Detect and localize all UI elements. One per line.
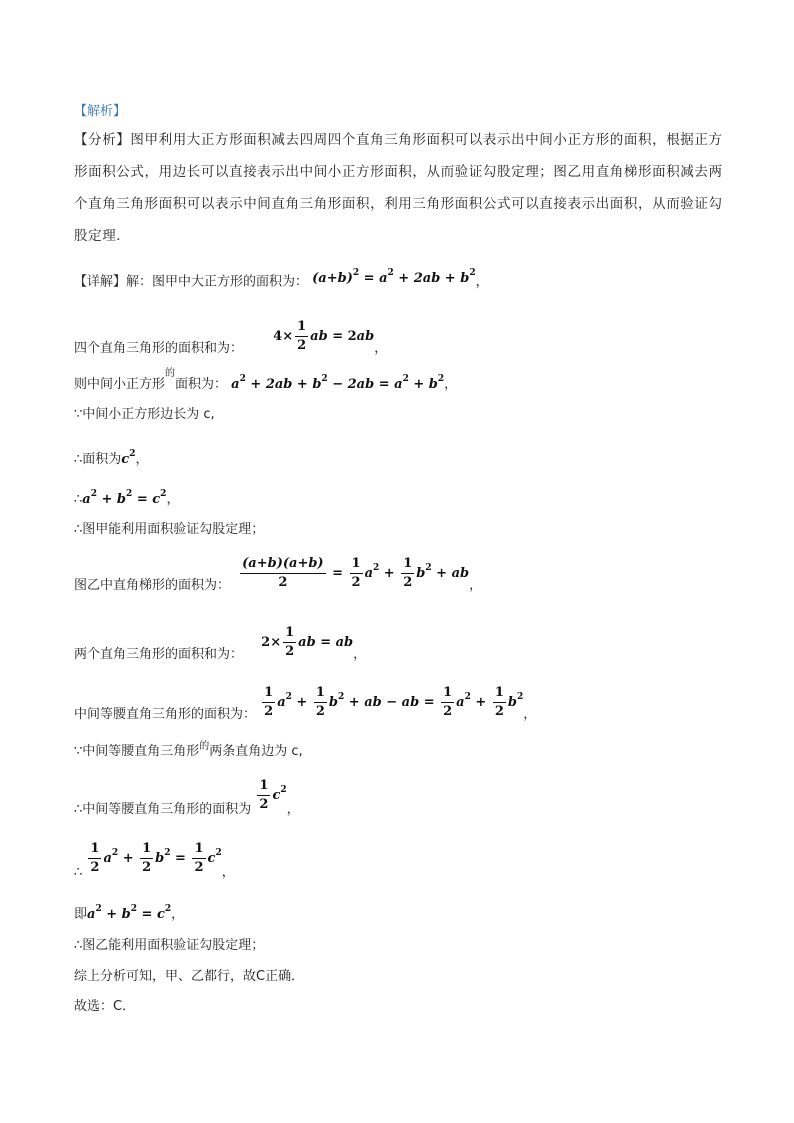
detail-line-15: ∴图乙能利用面积验证勾股定理； (74, 938, 265, 953)
analysis-paragraph: 【分析】图甲利用大正方形面积减去四周四个直角三角形面积可以表示出中间小正方形的面积，根据正方形面积公式，用边长可以直接表示出中间小正方形面积，从而验证勾股定理；图乙用直角梯形面积减去两个直角三角形面积可以表示中间直角三角形面积，利用三角形面积公式可以直接表示出面积，从而验证勾股定理． (74, 132, 723, 244)
detail-line-12: ∴中间等腰直角三角形的面积为 $\frac{1}{2}$ $c^2$， (74, 778, 300, 817)
formula-half-c-squared: $\frac{1}{2}$ $c^2$ (259, 778, 287, 812)
formula-pythagoras-2: $a^2 + b^2 = c^2$ (87, 904, 172, 922)
detail-line-3: 则中间小正方形$^的$面积为： $a^2 + 2ab + b^2 - 2ab = a^2 + b^2$， (74, 368, 458, 392)
detail-line-9: 两个直角三角形的面积和为： 2× $\frac{1}{2}$ ab = ab， (74, 625, 367, 662)
detail-line-7: ∴图甲能利用面积验证勾股定理； (74, 522, 265, 537)
formula-trapezoid: $\frac{(a+b)(a+b)}{2}$ = $\frac{1}{2}$ $a^2$ + $\frac{1}{2}$ $b^2$ + ab (242, 556, 470, 590)
detail-line-5: ∴面积为$c^2$， (74, 449, 149, 467)
formula-isosceles-area: $\frac{1}{2}$ $a^2$ + $\frac{1}{2}$ $b^2$ + ab − ab = $\frac{1}{2}$ $a^2$ + $\frac{1}{2}$ $b^2$ (264, 685, 524, 719)
detail-line-14: 即$a^2 + b^2 = c^2$， (74, 904, 185, 922)
detail-line-10: 中间等腰直角三角形的面积为： $\frac{1}{2}$ $a^2$ + $\frac{1}{2}$ $b^2$ + ab − ab = $\frac{1}{2}$ $a^2$ + $\frac{1}{2}$ $b^2$， (74, 685, 537, 722)
formula-square-area: $(a+b)^2 = a^2 + 2ab + b^2$ (312, 268, 476, 286)
detail-line-2: 四个直角三角形的面积和为： 4× $\frac{1}{2}$ ab = 2ab， (74, 319, 388, 356)
solution-heading: 【解析】 (74, 104, 127, 119)
formula-pythagoras-1: $a^2 + b^2 = c^2$ (82, 489, 167, 507)
formula-two-triangles: 2× $\frac{1}{2}$ ab = ab (261, 625, 354, 659)
answer-line: 故选：C． (74, 999, 136, 1014)
detail-line-11: ∵中间等腰直角三角形$^的$两条直角边为 c, (74, 741, 303, 759)
detail-line-13: ∴ $\frac{1}{2}$ $a^2$ + $\frac{1}{2}$ $b^2$ = $\frac{1}{2}$ $c^2$， (74, 841, 235, 880)
detail-line-1: 【详解】解：图甲中大正方形的面积为： $(a+b)^2 = a^2 + 2ab + b^2$， (74, 270, 489, 294)
detail-line-16: 综上分析可知，甲、乙都行，故C正确． (74, 969, 305, 984)
formula-half-pythagoras: $\frac{1}{2}$ $a^2$ + $\frac{1}{2}$ $b^2$ = $\frac{1}{2}$ $c^2$ (90, 841, 222, 875)
formula-c-squared: $c^2$ (121, 449, 136, 467)
formula-small-square: $a^2 + 2ab + b^2 - 2ab = a^2 + b^2$ (231, 374, 445, 392)
detail-line-6: $\therefore a^2 + b^2 = c^2$， (74, 489, 180, 507)
detail-line-8: 图乙中直角梯形的面积为： $\frac{(a+b)(a+b)}{2}$ = $\frac{1}{2}$ $a^2$ + $\frac{1}{2}$ $b^2$ + ab， (74, 556, 483, 593)
formula-four-triangles: 4× $\frac{1}{2}$ ab = 2ab (273, 319, 375, 353)
detail-line-4: ∵中间小正方形边长为 c, (74, 407, 215, 422)
